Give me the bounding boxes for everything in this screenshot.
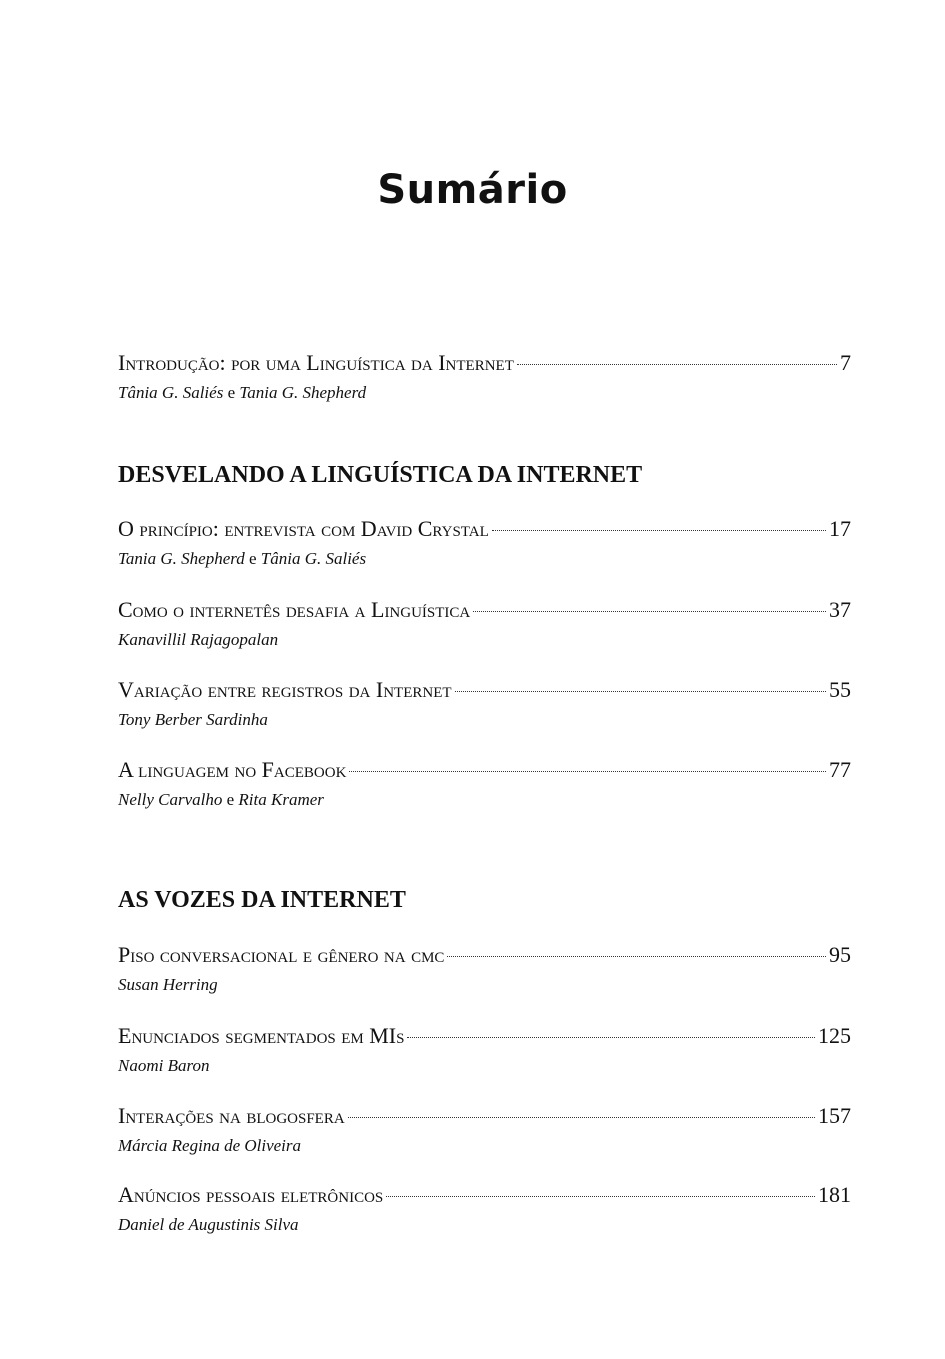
toc-entry-line[interactable] xyxy=(118,350,851,380)
author-name: Susan Herring xyxy=(118,975,218,994)
toc-entry[interactable] xyxy=(118,677,851,733)
toc-entry-title[interactable]: Introdução: por uma Linguística da Internet xyxy=(118,350,514,375)
toc-entry-page: 77 xyxy=(829,757,851,782)
dot-leader xyxy=(348,1117,815,1118)
dot-leader xyxy=(473,611,826,612)
dot-leader xyxy=(455,691,826,692)
dot-leader xyxy=(492,530,826,531)
author-name: Daniel de Augustinis Silva xyxy=(118,1215,299,1234)
author-name: Tânia G. Saliés xyxy=(260,549,367,568)
toc-entry-title[interactable]: Enunciados segmentados em MIs xyxy=(118,1023,405,1048)
author-separator: e xyxy=(226,790,235,809)
section-heading: DESVELANDO A LINGUÍSTICA DA INTERNET xyxy=(118,462,643,488)
author-separator: e xyxy=(227,383,236,402)
toc-entry-line[interactable] xyxy=(118,677,851,707)
toc-entry-title[interactable]: Como o internetês desafia a Linguística xyxy=(118,597,471,622)
toc-entry-line[interactable] xyxy=(118,1103,851,1133)
toc-entry-line[interactable] xyxy=(118,1182,851,1212)
dot-leader xyxy=(447,956,826,957)
dot-leader xyxy=(407,1037,815,1038)
toc-entry-authors xyxy=(118,972,851,998)
toc-entry-line[interactable] xyxy=(118,516,851,546)
author-name: Nelly Carvalho xyxy=(118,790,223,809)
toc-entry-authors xyxy=(118,787,851,813)
page-title: Sumário xyxy=(377,166,568,213)
toc-entry-line[interactable] xyxy=(118,757,851,787)
toc-entry-title[interactable]: Variação entre registros da Internet xyxy=(118,677,452,702)
toc-entry-page: 7 xyxy=(840,350,851,375)
section-heading: AS VOZES DA INTERNET xyxy=(118,887,406,913)
toc-entry-line[interactable] xyxy=(118,597,851,627)
toc-entry[interactable] xyxy=(118,597,851,653)
toc-entry[interactable] xyxy=(118,757,851,813)
dot-leader xyxy=(386,1196,815,1197)
toc-entry[interactable] xyxy=(118,1182,851,1238)
toc-entry-page: 157 xyxy=(818,1103,851,1128)
author-name: Naomi Baron xyxy=(118,1056,210,1075)
toc-entry-title[interactable]: O princípio: entrevista com David Crystal xyxy=(118,516,489,541)
toc-entry[interactable] xyxy=(118,516,851,572)
toc-entry-page: 181 xyxy=(818,1182,851,1207)
toc-entry[interactable] xyxy=(118,1023,851,1079)
toc-entry-title[interactable]: Interações na blogosfera xyxy=(118,1103,345,1128)
toc-entry-line[interactable] xyxy=(118,1023,851,1053)
author-separator: e xyxy=(248,549,257,568)
dot-leader xyxy=(349,771,826,772)
author-name: Márcia Regina de Oliveira xyxy=(118,1136,302,1155)
toc-entry-authors xyxy=(118,1133,851,1159)
toc-entry-title[interactable]: A linguagem no Facebook xyxy=(118,757,347,782)
toc-entry-authors xyxy=(118,1212,851,1238)
author-name: Rita Kramer xyxy=(238,790,324,809)
toc-entry-intro[interactable] xyxy=(118,350,851,406)
dot-leader xyxy=(517,364,837,365)
author-name: Tony Berber Sardinha xyxy=(118,710,268,729)
toc-entry-page: 37 xyxy=(829,597,851,622)
author-name: Kanavillil Rajagopalan xyxy=(118,630,279,649)
toc-entry-authors xyxy=(118,546,851,572)
toc-entry-page: 17 xyxy=(829,516,851,541)
toc-entry-authors xyxy=(118,380,851,406)
toc-entry-authors xyxy=(118,1053,851,1079)
toc-entry-title[interactable]: Anúncios pessoais eletrônicos xyxy=(118,1182,384,1207)
author-name: Tania G. Shepherd xyxy=(118,549,245,568)
toc-entry-line[interactable] xyxy=(118,942,851,972)
author-name: Tânia G. Saliés xyxy=(118,383,224,402)
toc-entry-page: 95 xyxy=(829,942,851,967)
toc-entry[interactable] xyxy=(118,942,851,998)
toc-entry-title[interactable]: Piso conversacional e gênero na cmc xyxy=(118,942,445,967)
toc-entry-page: 55 xyxy=(829,677,851,702)
toc-entry[interactable] xyxy=(118,1103,851,1159)
toc-entry-authors xyxy=(118,627,851,653)
author-name: Tania G. Shepherd xyxy=(239,383,367,402)
toc-entry-page: 125 xyxy=(818,1023,851,1048)
toc-entry-authors xyxy=(118,707,851,733)
